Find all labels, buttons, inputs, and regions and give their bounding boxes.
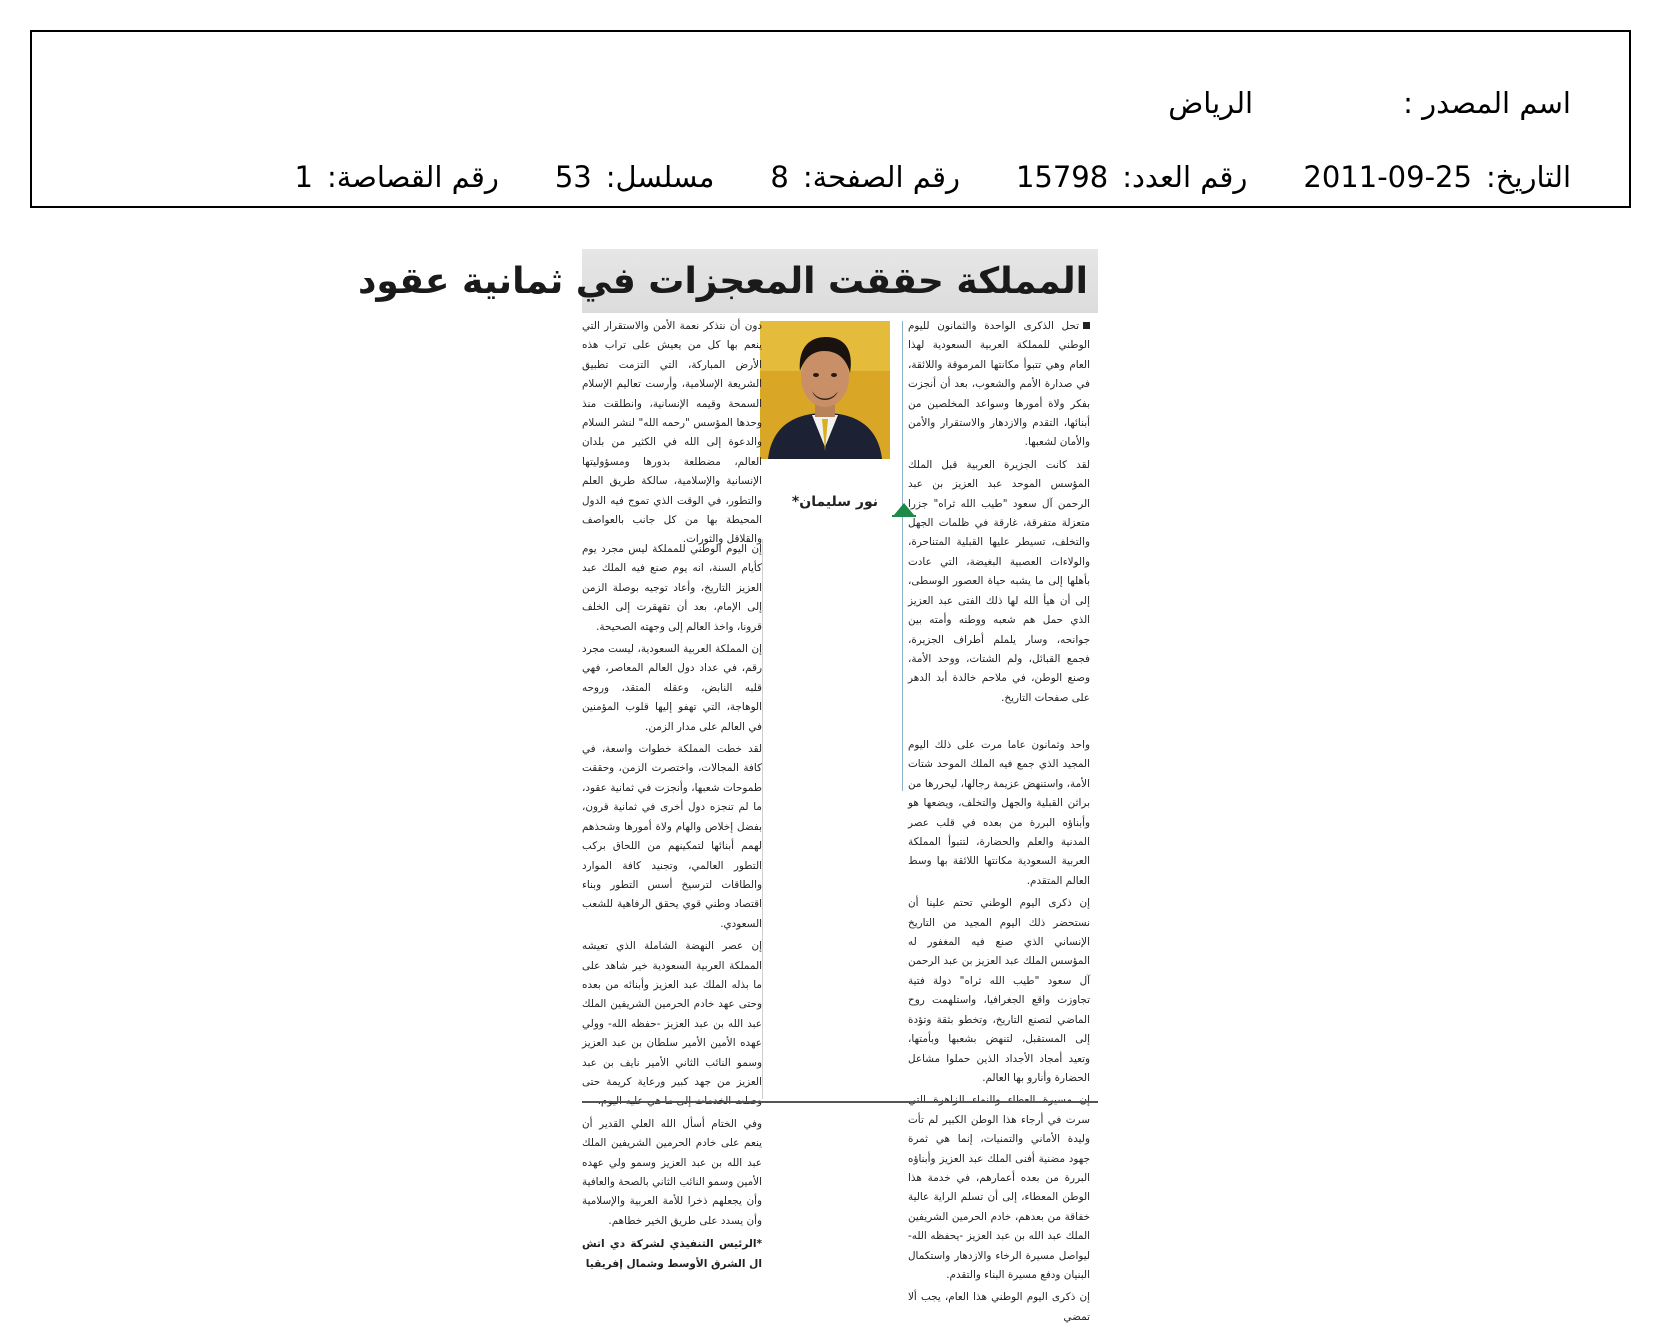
article-column-left-bottom <box>582 540 762 1270</box>
article-paragraph: إن المملكة العربية السعودية، ليست مجرد رقم، في عداد دول العالم المعاصر، فهي قلبه النابض، وعقله المتقد، وروحه الوهاجة، التي تهفو إليها قلوب المؤمنين في العالم على مدار الزمن. <box>582 643 762 733</box>
newspaper-clipping <box>357 249 1098 1323</box>
page-label: رقم الصفحة: <box>802 160 960 194</box>
source-value: الرياض <box>1168 86 1254 120</box>
author-name: نور سليمان* <box>791 494 878 510</box>
clipping-metadata-box <box>30 30 1631 208</box>
article-paragraph: سرت في أرجاء هذا الوطن الكبير لم تأت وليدة الأماني والتمنيات، إنما هي ثمرة جهود مضنية أفنى الملك عبد العزيز وأبناؤه البررة من بعده أعمارهم، في خدمة هذا الوطن المعطاء، إلى أن تسلم الراية عالية خفاقة من بعدهم، خادم الحرمين الشريفين الملك عبد الله بن عبد العزيز -يحفظه الله- ليواصل مسيرة الرخاء والازدهار واستكمال البنيان ودفع مسيرة البناء والتقدم. <box>908 1113 1090 1281</box>
issue-label: رقم العدد: <box>1122 160 1248 194</box>
clipping-bottom-rule <box>582 1101 1098 1103</box>
article-paragraph: إن ذكرى اليوم الوطني تحتم علينا أن نستحضر ذلك اليوم المجيد من التاريخ الإنساني الذي صنع فيه المغفور له المؤسس الملك عبد العزيز بن عبد الرحمن آل سعود "طيب الله ثراه" دولة فتية تجاوزت واقع الجغرافيا، واستلهمت روح الماضي لتصنع التاريخ، وتخطو بثقة وتؤدة إلى المستقبل، لتنهض بشعبها وبأمتها، وتعيد أمجاد الأجداد الذين حملوا مشاعل الحضارة وأنارو بها العالم. <box>908 897 1090 1084</box>
date-value: 2011-09-25 <box>1303 160 1472 194</box>
date-label: التاريخ: <box>1485 160 1571 194</box>
headline-band <box>357 249 1098 313</box>
serial-cell <box>555 160 715 194</box>
clip-number-cell <box>295 160 499 194</box>
issue-value: 15798 <box>1015 160 1109 194</box>
author-portrait-icon <box>760 321 890 459</box>
details-row <box>32 160 1571 194</box>
article-paragraph: إن اليوم الوطني للمملكة ليس مجرد يوم كأيام السنة، انه يوم صنع فيه الملك عبد العزيز التاريخ، وأعاد توجيه بوصلة الزمن إلى الإمام، بعد أن تقهقرت إلى الخلف قرونا، واخذ العالم إلى وجهته الصحيحة. <box>582 543 762 633</box>
page-cell <box>770 160 960 194</box>
serial-value: 53 <box>554 160 592 194</box>
article-paragraph: وفي الختام أسأل الله العلي القدير أن ينعم على خادم الحرمين الشريفين الملك عبد الله بن عبد العزيز وسمو ولي عهده الأمين وسمو النائب الثاني بالصحة والعافية وأن يجعلهم ذخرا للأمة العربية والإسلامية وأن يسدد على طريق الخير خطاهم. <box>582 1117 762 1227</box>
article-headline: المملكة حققت المعجزات في ثمانية عقود <box>357 261 1088 302</box>
article-paragraph: إن ذكرى اليوم الوطني هذا العام، يجب ألا تمضي <box>908 1291 1090 1323</box>
source-label: اسم المصدر : <box>1403 86 1571 120</box>
article-paragraph: لقد خطت المملكة خطوات واسعة، في كافة المجالات، واختصرت الزمن، وحققت طموحات شعبها، وأنجزت في ثمانية عقود، ما لم تنجزه دول أخرى في ثمانية قرون، بفضل إخلاص والهام ولاة أمورها وشحذهم لهمم أبنائها لتمكينهم من اللحاق بركب التطور العالمي، وتجنيد كافة الموارد والطاقات لترسيخ أسس التطور وبناء اقتصاد وطني قوي يحقق الرفاهية للشعب السعودي. <box>582 743 762 930</box>
marker-bar <box>892 515 916 517</box>
article-paragraph <box>908 317 1090 453</box>
issue-cell <box>1016 160 1247 194</box>
square-bullet-icon <box>1083 322 1090 329</box>
date-cell <box>1303 160 1571 194</box>
article-paragraph: إن عصر النهضة الشاملة الذي تعيشه المملكة العربية السعودية خير شاهد على ما بذله الملك عبد العزيز وأبنائه من بعده وحتى عهد خادم الحرمين الشريفين الملك عبد الله بن عبد العزيز -حفظه الله- وولي عهده الأمين الأمير سلطان بن عبد العزيز وسمو النائب الثاني الأمير نايف بن عبد العزيز من جهد كبير ورعاية كريمة حتى <box>582 940 762 1088</box>
article-paragraph: واحد وثمانون عاما مرت على ذلك اليوم المجيد الذي جمع فيه الملك الموحد شتات الأمة، واستنهض عزيمة رجالها، ليحررها من براثن القبلية والجهل والتخلف، ويضعها هو وأبناؤه البررة من بعده في قلب عصر المدنية والعلم والحضارة، لتتبوأ المملكة العربية السعودية مكانتها اللائقة بها وسط العالم المتقدم. <box>908 739 1090 887</box>
column-divider <box>762 539 763 1099</box>
article-column-right-bottom <box>908 736 1090 1323</box>
paragraph-text: تحل الذكرى الواحدة والثمانون لليوم الوطني للمملكة العربية السعودية لهذا العام وهي تتبوأ مكانتها المرموقة واللائقة، في صدارة الأمم والشعوب، بعد أن أنجزت بفكر ولاة أمورها وسواعد المخلصين من أبنائها، التقدم والازدهار والاستقرار والأمن والأمان لشعبها. <box>908 320 1090 449</box>
source-row <box>32 86 1571 120</box>
serial-label: مسلسل: <box>605 160 715 194</box>
clip-number-value: 1 <box>294 160 313 194</box>
triangle-marker-icon <box>894 503 914 515</box>
article-paragraph: دون أن نتذكر نعمة الأمن والاستقرار التي ينعم بها كل من يعيش على تراب هذه الأرض المباركة، التي التزمت تطبيق الشريعة الإسلامية، وأرست تعاليم الإسلام السمحة وقيمه الإنسانية، وانطلقت منذ وحدها المؤسس "رحمه الله" لنشر السلام والدعوة إلى الله في الكثير من بلدان العالم، مضطلعة بدورها ومسؤوليتها الإنسانية والإسلامية، سالكة طريق العلم والتطور، في الوقت الذي تموج فيه الدول المحيطة بها من كل جانب بالعواصف والقلاقل والثورات. <box>582 320 762 546</box>
article-paragraph: لقد كانت الجزيرة العربية قبل الملك المؤسس الموحد عبد العزيز بن عبد الرحمن آل سعود "طيب الله ثراه" جزرا متعزلة متفرقة، غارقة في ظلمات الجهل والتخلف، تسيطر عليها القبلية المتناحرة، والولاءات العصبية البغيضة، التي عادت بأهلها إلى ما يشبه حياة العصور الوسطى، إلى أن هيأ الله لها ذلك الفتى عبد العزيز الذي حمل هم شعبه ووطنه وأمته بين جوانحه، وسار يلملم أطراف الجزيرة، فجمع القبائل، ولم الشتات، ووحد الأمة، وصنع الوطن، في ملاحم خالدة أبد الدهر على صفحات التاريخ. <box>908 458 1090 704</box>
page-value: 8 <box>770 160 789 194</box>
article-column-left-top <box>582 317 762 546</box>
author-note: *الرئيس التنفيذي لشركة دي اتش ال الشرق الأوسط وشمال إفريقيا <box>582 1238 762 1270</box>
article-column-right-top <box>908 317 1090 735</box>
author-photo <box>760 321 890 459</box>
clip-number-label: رقم القصاصة: <box>326 160 499 194</box>
column-divider <box>902 321 903 791</box>
